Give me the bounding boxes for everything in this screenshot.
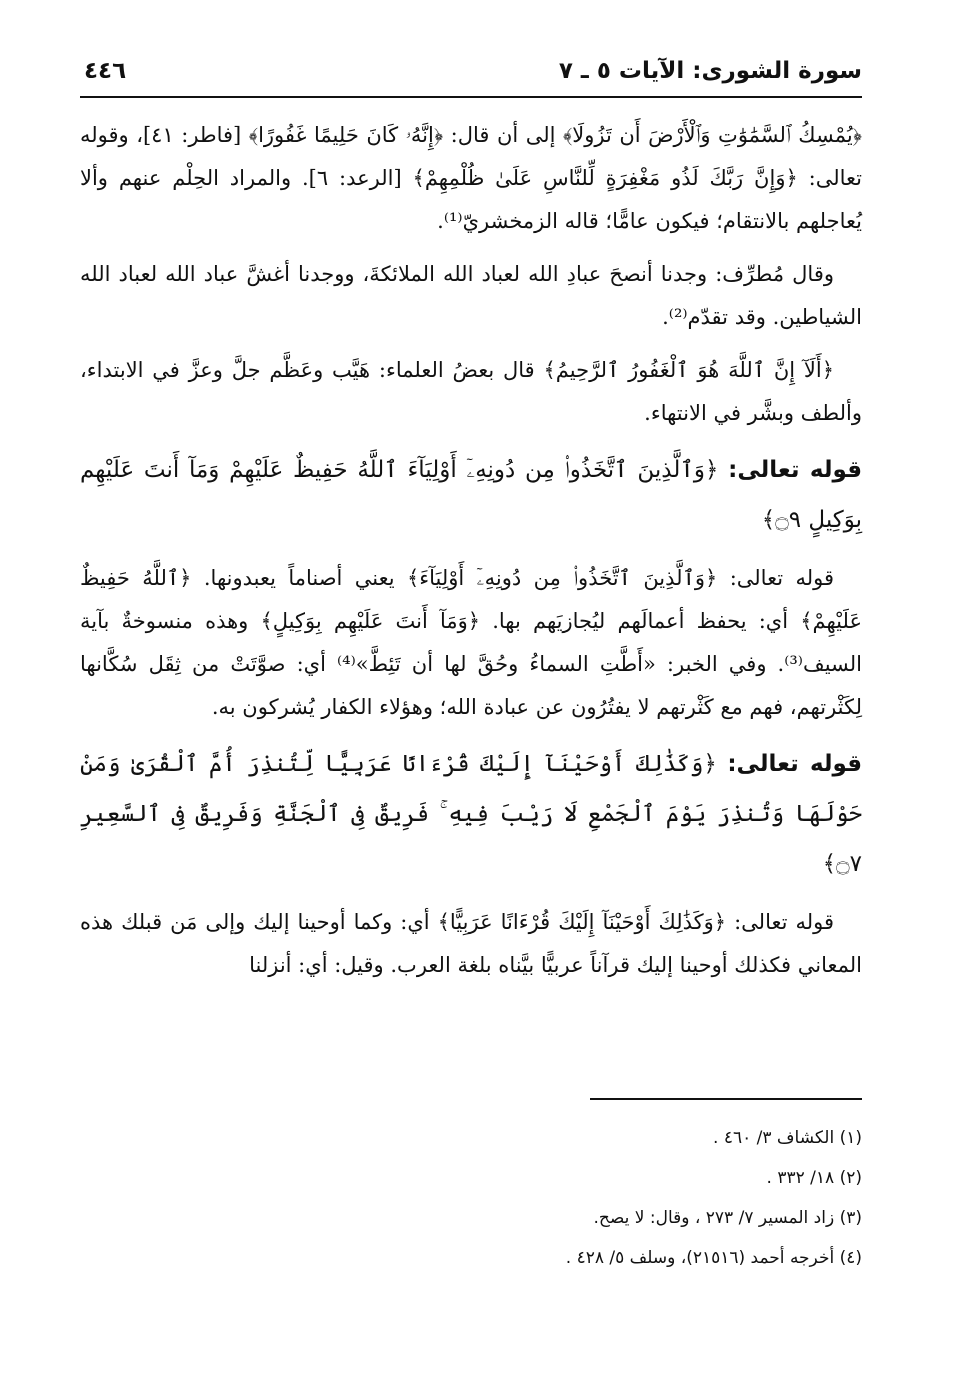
page bbox=[80, 58, 862, 997]
verse-lead: قوله تعالى: bbox=[727, 751, 863, 777]
paragraph-1: ﴿يُمْسِكُ ٱلسَّمَٰوَٰتِ وَٱلْأَرْضَ أَن تَزُولَا﴾ إلى أن قال: ﴿إِنَّهُۥ كَانَ حَلِيمًا غَفُورًا﴾ [فاطر: ٤١]، وقوله تعالى: ﴿وَإِنَّ رَبَّكَ لَذُو مَغْفِرَةٍ لِّلنَّاسِ عَلَىٰ ظُلْمِهِمْ﴾ [الرعد: ٦]. والمراد الحِلْم عنهم وألا يُعاجلهم بالانتقام؛ فيكون عامًّا؛ قاله الزمخشريّ⁽¹⁾. bbox=[80, 123, 862, 233]
verse-block-7 bbox=[80, 739, 862, 889]
paragraph-3: ﴿أَلَآ إِنَّ ٱللَّهَ هُوَ ٱلْغَفُورُ ٱلرَّحِيمُ﴾ قال بعضُ العلماء: هَيَّب وعَظَّم جلَّ وعزَّ في الابتداء، وألطف وبشَّر في الانتهاء. bbox=[80, 358, 862, 425]
commentary-verse-9: قوله تعالى: ﴿وَٱلَّذِينَ ٱتَّخَذُوا۟ مِن دُونِهِۦٓ أَوْلِيَآءَ﴾ يعني أصناماً يعبدونها. ﴿ٱللَّهُ حَفِيظٌ عَلَيْهِمْ﴾ أي: يحفظ أعمالَهم ليُجازيَهم بها. ﴿وَمَآ أَنتَ عَلَيْهِم بِوَكِيلٍ﴾ وهذه منسوخةٌ بآية السيف⁽³⁾. وفي الخبر: «أَطَّتِ السماءُ وحُقَّ لها أن تَئِطَّ»⁽⁴⁾ أي: صوَّتَتْ من ثِقَل سُكَّانها لِكَثْرتهم، فهم مع كَثْرتهم لا يفتُرُون عن عبادة الله؛ وهؤلاء الكفار يُشركون به. bbox=[80, 566, 862, 719]
verse-text: ﴿وَكَذَٰلِكَ أَوْحَيْنَآ إِلَيْكَ قُرْءَانًا عَرَبِيًّا لِّتُنذِرَ أُمَّ ٱلْقُرَىٰ وَمَنْ حَوْلَهَا وَتُنذِرَ يَوْمَ ٱلْجَمْعِ لَا رَيْبَ فِيهِ ۚ فَرِيقٌ فِى ٱلْجَنَّةِ وَفَرِيقٌ فِى ٱلسَّعِيرِ ۝٧﴾ bbox=[80, 751, 862, 877]
running-header bbox=[80, 58, 862, 98]
page-number: ٤٤٦ bbox=[84, 58, 127, 84]
footnote-3: (٣) زاد المسير ٧/ ٢٧٣ ، وقال: لا يصح. bbox=[593, 1208, 862, 1228]
chapter-title: سورة الشورى: الآيات ٥ ـ ٧ bbox=[558, 58, 862, 84]
footnote-divider bbox=[590, 1098, 862, 1100]
verse-text: ﴿وَٱلَّذِينَ ٱتَّخَذُوا۟ مِن دُونِهِۦٓ أَوْلِيَآءَ ٱللَّهُ حَفِيظٌ عَلَيْهِمْ وَمَآ أَنتَ عَلَيْهِم بِوَكِيلٍ ۝٩﴾ bbox=[80, 457, 862, 533]
footnote-2: (٢) ١٨/ ٣٣٢ . bbox=[766, 1168, 862, 1188]
footnotes bbox=[80, 1098, 862, 1278]
verse-lead: قوله تعالى: bbox=[728, 457, 862, 483]
footnote-1: (١) الكشاف ٣/ ٤٦٠ . bbox=[713, 1128, 862, 1148]
main-text bbox=[80, 114, 862, 987]
paragraph-2: وقال مُطرِّف: وجدنا أنصحَ عبادِ الله لعباد الله الملائكةَ، ووجدنا أغشَّ عباد الله لعباد الله الشياطين. وقد تقدّم⁽²⁾. bbox=[80, 262, 862, 329]
commentary-verse-7: قوله تعالى: ﴿وَكَذَٰلِكَ أَوْحَيْنَآ إِلَيْكَ قُرْءَانًا عَرَبِيًّا﴾ أي: وكما أوحينا إليك وإلى مَن قبلك هذه المعاني فكذلك أوحينا إليك قرآناً عربيًّا بيَّناه بلغة العرب. وقيل: أي: أنزلنا bbox=[80, 910, 862, 977]
footnote-4: (٤) أخرجه أحمد (٢١٥١٦)، وسلف ٥/ ٤٢٨ . bbox=[565, 1248, 862, 1268]
verse-block-9 bbox=[80, 445, 862, 545]
